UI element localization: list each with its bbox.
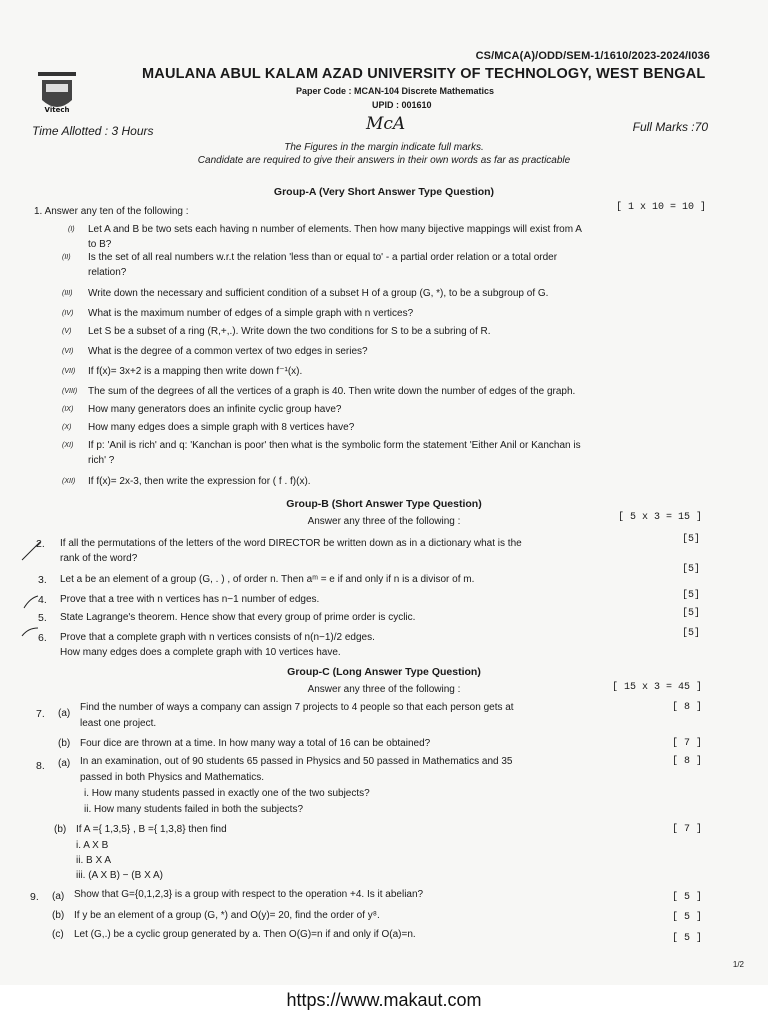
q9c-text: Let (G,.) be a cyclic group generated by a. Then O(G)=n if and only if O(a)=n.	[74, 929, 416, 940]
group-a-item-number: (VI)	[62, 348, 74, 355]
q8b-sub-iii: iii. (A X B) − (B X A)	[76, 870, 163, 881]
q8b-label: (b)	[54, 824, 67, 835]
group-a-item-text: If p: 'Anil is rich' and q: 'Kanchan is poor' then what is the symbolic form the statement 'Either Anil or Kanchan is	[88, 440, 581, 451]
group-b-question-text-cont: How many edges does a complete graph with 10 vertices have.	[60, 647, 341, 658]
paper-code: Paper Code : MCAN-104 Discrete Mathematics	[296, 86, 495, 96]
upid: UPID : 001610	[372, 100, 432, 110]
q7b-label: (b)	[58, 738, 71, 749]
q9b-marks: [ 5 ]	[671, 912, 702, 923]
group-b-question-number: 3.	[38, 574, 47, 586]
group-a-item-number: (X)	[62, 424, 72, 431]
handwritten-note: McA	[366, 114, 406, 134]
group-b-question-marks: [5]	[681, 628, 700, 639]
q8b-marks: [ 7 ]	[671, 824, 702, 835]
q7a-label: (a)	[58, 708, 71, 719]
q8a-line1: In an examination, out of 90 students 65 passed in Physics and 50 passed in Mathematics and 35	[80, 756, 513, 767]
q8b-line1: If A ={ 1,3,5} , B ={ 1,3,8} then find	[76, 824, 227, 835]
paper-reference-code: CS/MCA(A)/ODD/SEM-1/1610/2023-2024/I036	[475, 50, 710, 62]
q7a-line2: least one project.	[80, 718, 157, 729]
group-a-title: Group-A (Very Short Answer Type Question)	[273, 186, 495, 198]
group-b-question-text-cont: rank of the word?	[60, 553, 138, 564]
group-a-item-number: (VII)	[62, 368, 76, 375]
group-a-item-text: What is the degree of a common vertex of two edges in series?	[88, 346, 368, 357]
group-b-question-marks: [5]	[681, 608, 700, 619]
group-b-question-text: Prove that a tree with n vertices has n−1 number of edges.	[60, 594, 320, 605]
group-b-title: Group-B (Short Answer Type Question)	[286, 498, 482, 510]
group-a-item-text: Let A and B be two sets each having n number of elements. Then how many bijective mappings will exist from A	[88, 224, 582, 235]
group-a-item-number: (IX)	[62, 406, 74, 413]
q9-number: 9.	[30, 891, 39, 903]
q8a-sub-ii: ii. How many students failed in both the subjects?	[84, 804, 304, 815]
group-a-item-text: If f(x)= 2x-3, then write the expression for ( f . f)(x).	[88, 476, 311, 487]
q9a-marks: [ 5 ]	[671, 892, 702, 903]
group-b-question-marks: [5]	[681, 590, 700, 601]
group-a-item-text: Is the set of all real numbers w.r.t the relation 'less than or equal to' - a partial order relation or a total order	[88, 252, 558, 263]
group-a-item-number: (XI)	[62, 442, 74, 449]
q9a-label: (a)	[52, 891, 65, 902]
group-a-item-text-cont: to B?	[88, 239, 112, 250]
q9c-label: (c)	[52, 929, 64, 940]
q8b-sub-i: i. A X B	[76, 840, 109, 851]
pen-marks	[18, 536, 48, 646]
group-b-question-text: Prove that a complete graph with n vertices consists of n(n−1)/2 edges.	[60, 632, 375, 643]
group-b-marks: [ 5 x 3 = 15 ]	[617, 512, 702, 523]
group-a-item-text: Write down the necessary and sufficient condition of a subset H of a group (G, *), to be a subgroup of G.	[88, 288, 549, 299]
group-b-instruction: Answer any three of the following :	[307, 516, 461, 527]
page-number: 1/2	[732, 960, 744, 969]
group-a-item-number: (III)	[62, 290, 73, 297]
q8a-label: (a)	[58, 758, 71, 769]
group-a-item-text: The sum of the degrees of all the vertices of a graph is 40. Then write down the number of edges of the graph.	[88, 386, 576, 397]
q7-number: 7.	[36, 708, 45, 720]
instruction-marks: The Figures in the margin indicate full marks.	[284, 142, 484, 153]
group-a-item-number: (V)	[62, 328, 72, 335]
university-name: MAULANA ABUL KALAM AZAD UNIVERSITY OF TECHNOLOGY, WEST BENGAL	[142, 66, 706, 82]
logo-text: Vitech	[44, 106, 70, 114]
time-allotted: Time Allotted : 3 Hours	[32, 124, 154, 138]
university-logo	[36, 70, 78, 118]
group-b-question-number: 2.	[36, 538, 45, 550]
group-a-item-number: (XII)	[62, 478, 76, 485]
group-a-item-text: How many edges does a simple graph with 8 vertices have?	[88, 422, 355, 433]
group-b-question-text: Let a be an element of a group (G, . ) , of order n. Then aᵐ = e if and only if n is a divisor of m.	[60, 574, 475, 585]
q8-number: 8.	[36, 760, 45, 772]
group-a-item-text: If f(x)= 3x+2 is a mapping then write down f⁻¹(x).	[88, 366, 303, 377]
group-c-title: Group-C (Long Answer Type Question)	[287, 666, 481, 678]
q7b-marks: [ 7 ]	[671, 738, 702, 749]
group-a-item-text: How many generators does an infinite cyclic group have?	[88, 404, 342, 415]
group-b-question-number: 4.	[38, 594, 47, 606]
q7a-line1: Find the number of ways a company can assign 7 projects to 4 people so that each person gets at	[80, 702, 514, 713]
group-b-question-number: 5.	[38, 612, 47, 624]
group-c-marks: [ 15 x 3 = 45 ]	[611, 682, 702, 693]
footer-url[interactable]: https://www.makaut.com	[286, 990, 482, 1010]
group-a-item-number: (II)	[62, 254, 71, 261]
group-a-item-text: Let S be a subset of a ring (R,+,.). Write down the two conditions for S to be a subring of R.	[88, 326, 491, 337]
group-a-item-number: (VIII)	[62, 388, 78, 395]
instruction-own-words: Candidate are required to give their answers in their own words as far as practicable	[197, 155, 571, 166]
q8a-line2: passed in both Physics and Mathematics.	[80, 772, 264, 783]
q9c-marks: [ 5 ]	[671, 933, 702, 944]
q9a-text: Show that G={0,1,2,3} is a group with respect to the operation +4. Is it abelian?	[74, 889, 424, 900]
q7b-text: Four dice are thrown at a time. In how many way a total of 16 can be obtained?	[80, 738, 431, 749]
q9b-text: If y be an element of a group (G, *) and O(y)= 20, find the order of y⁸.	[74, 910, 380, 921]
group-b-question-text: State Lagrange's theorem. Hence show that every group of prime order is cyclic.	[60, 612, 416, 623]
q8a-sub-i: i. How many students passed in exactly one of the two subjects?	[84, 788, 370, 799]
group-a-item-text: What is the maximum number of edges of a simple graph with n vertices?	[88, 308, 414, 319]
q7a-marks: [ 8 ]	[671, 702, 702, 713]
q8b-sub-ii: ii. B X A	[76, 855, 112, 866]
group-b-question-marks: [5]	[681, 534, 700, 545]
q8a-marks: [ 8 ]	[671, 756, 702, 767]
group-a-item-number: (IV)	[62, 310, 74, 317]
question-1-label: 1. Answer any ten of the following :	[34, 206, 189, 217]
group-b-question-text: If all the permutations of the letters of the word DIRECTOR be written down as in a dictionary what is the	[60, 538, 522, 549]
group-a-item-text-cont: rich' ?	[88, 455, 115, 466]
q9b-label: (b)	[52, 910, 65, 921]
full-marks: Full Marks :70	[632, 120, 708, 134]
group-a-item-number: (I)	[68, 226, 75, 233]
group-a-marks: [ 1 x 10 = 10 ]	[615, 202, 706, 213]
group-b-question-marks: [5]	[681, 564, 700, 575]
group-b-question-number: 6.	[38, 632, 47, 644]
group-a-item-text-cont: relation?	[88, 267, 127, 278]
group-c-instruction: Answer any three of the following :	[307, 684, 461, 695]
